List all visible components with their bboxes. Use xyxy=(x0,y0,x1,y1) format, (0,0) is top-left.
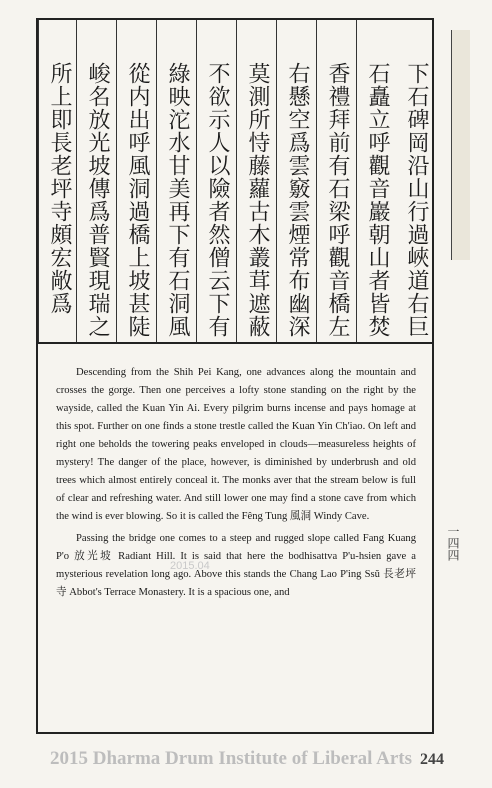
column-text: 香禮拜前有石梁呼觀音橋左 xyxy=(325,62,350,338)
column-text: 從内出呼風洞過橋上坡甚陡 xyxy=(125,62,150,338)
vertical-column xyxy=(356,20,396,342)
paragraph: Passing the bridge one comes to a steep and rugged slope called Fang Kuang P'o 放光坡 Radiant Hill. It is said that here the bodhisattva P'u-hsien gave a mysterious revelation long ago. Above this stands the Chang Lao P'ing Ssŭ 長老坪寺 Abbot's Terrace Monastery. It is a spacious one, and xyxy=(56,533,416,598)
vertical-column xyxy=(396,20,436,342)
side-page-number: 一四四 xyxy=(446,525,460,561)
column-text: 下石碑岡沿山行過峽道右巨 xyxy=(404,62,429,338)
column-text: 石矗立呼觀音巖朝山者皆焚 xyxy=(365,62,390,338)
paragraph: Descending from the Shih Pei Kang, one advances along the mountain and crosses the gorge. Then one perceives a lofty stone standing on the right by the wayside, called the Kuan Yin Ai. Every pilgrim burns incense and pays homage at this spot. Further on one finds a stone trestle called the Kuan Yin Ch'iao. On left and right one beholds the towering peaks enveloped in clouds—measureless heights of mystery! The danger of the place, however, is diminished by underbrush and old trees which almost entirely conceal it. The monks aver that the stream below is full of clear and refreshing water. And still lower one may find a stone cave from which the wind is ever blowing. So it is called the Fêng Tung 風洞 Windy Cave. xyxy=(56,367,416,522)
vertical-chinese-text xyxy=(38,20,432,344)
vertical-column xyxy=(276,20,316,342)
footer-institution: 2015 Dharma Drum Institute of Liberal Arts xyxy=(50,748,413,769)
vertical-column xyxy=(156,20,196,342)
vertical-column xyxy=(196,20,236,342)
vertical-column xyxy=(316,20,356,342)
column-text: 莫測所恃藤蘿古木叢茸遮蔽 xyxy=(245,62,270,338)
watermark: 2015.04 xyxy=(170,560,210,572)
footer-page-number: 244 xyxy=(420,751,445,768)
column-text: 峻名放光坡傳爲普賢現瑞之 xyxy=(85,62,110,338)
text-frame xyxy=(36,18,434,734)
vertical-column xyxy=(236,20,276,342)
column-text: 右懸空爲雲竅雲煙常布幽深 xyxy=(285,62,310,338)
vertical-column xyxy=(116,20,156,342)
footer xyxy=(50,748,480,772)
vertical-column xyxy=(38,20,78,342)
column-text: 所上即長老坪寺頗宏敞爲 xyxy=(47,62,72,315)
column-text: 不欲示人以險者然僧云下有 xyxy=(205,62,230,338)
vertical-column xyxy=(76,20,116,342)
english-translation xyxy=(56,364,416,606)
margin-tab xyxy=(451,30,470,260)
column-text: 綠映沱水甘美再下有石洞風 xyxy=(165,62,190,338)
